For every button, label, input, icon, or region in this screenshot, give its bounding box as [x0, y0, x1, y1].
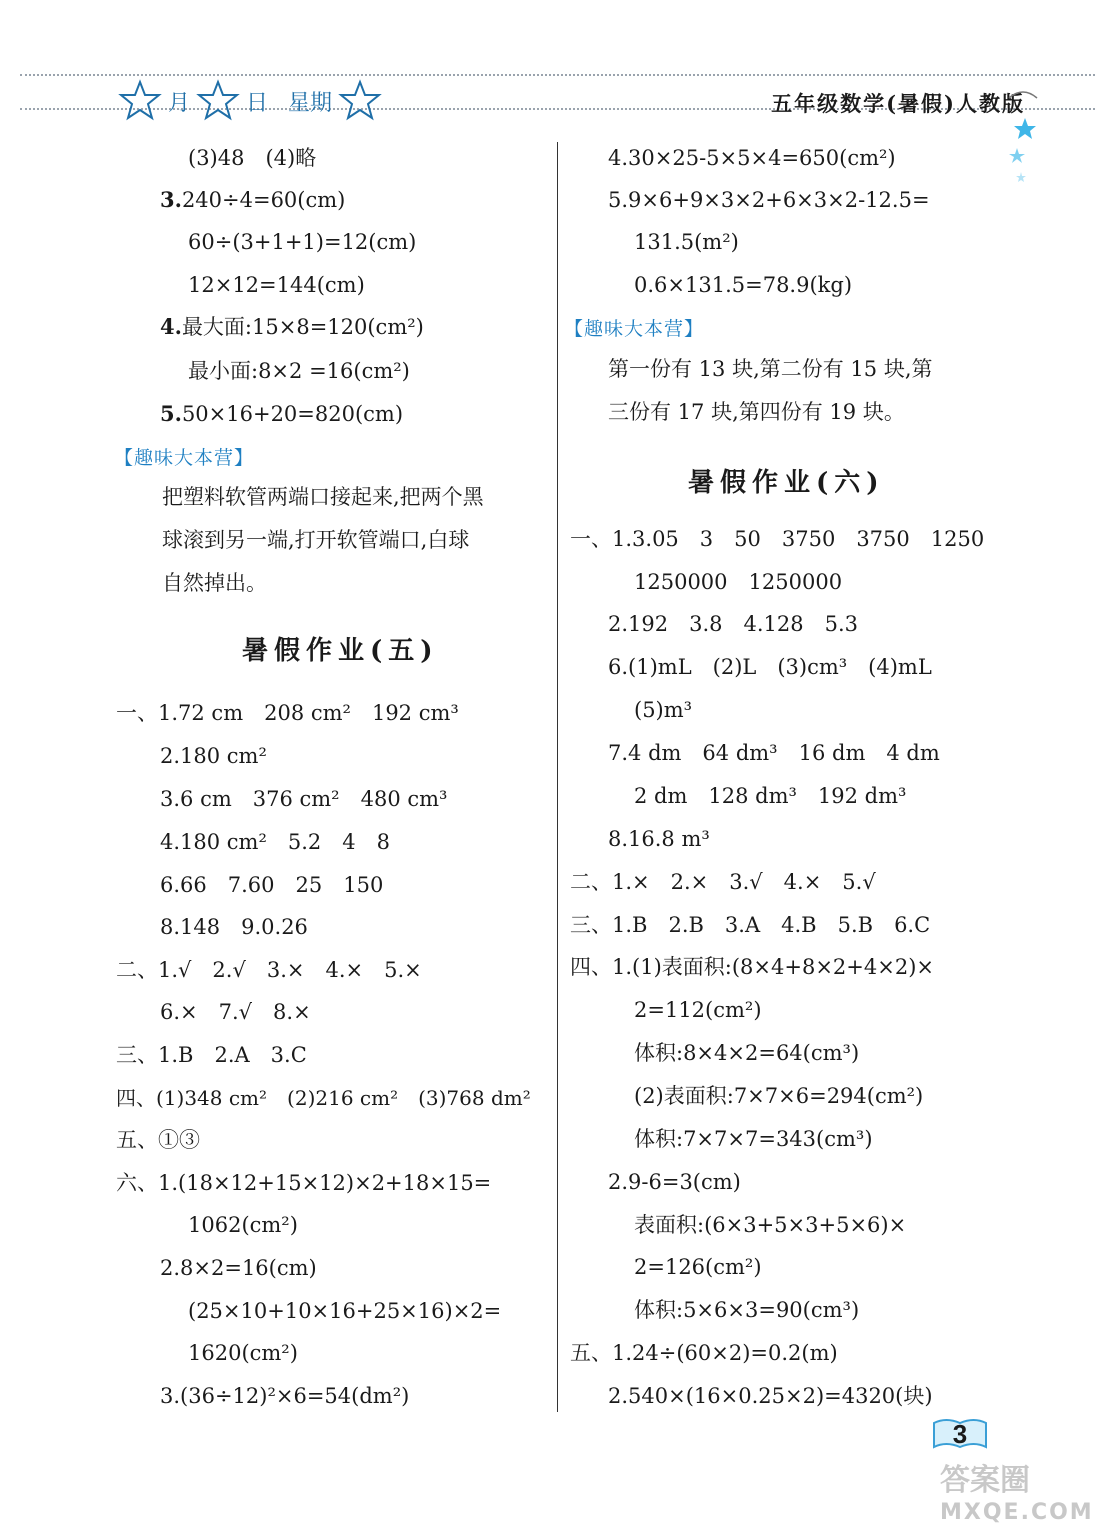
date-week-label: 星期: [288, 90, 333, 116]
answer-line: 2=126(cm²): [634, 1255, 762, 1279]
answer-line: 8.16.8 m³: [608, 827, 710, 851]
date-month-label: 月: [168, 90, 191, 116]
paragraph-line: 第一份有 13 块,第二份有 15 块,第: [608, 357, 933, 381]
answer-line: 3.6 cm 376 cm² 480 cm³: [160, 787, 448, 811]
answer-text: 240÷4=60(cm): [181, 188, 346, 212]
answer-text: 最大面:15×8=120(cm²): [181, 315, 424, 339]
answer-line: 二、1.× 2.× 3.√ 4.× 5.√: [570, 870, 876, 894]
paragraph-line: 把塑料软管两端口接起来,把两个黑: [162, 485, 484, 509]
answer-line: [160, 313, 424, 341]
answer-line: 三、1.B 2.B 3.A 4.B 5.B 6.C: [570, 913, 931, 937]
answer-line: 最小面:8×2 =16(cm²): [188, 359, 410, 383]
section-title: 暑假作业(六): [688, 468, 885, 498]
answer-line: 1062(cm²): [188, 1213, 298, 1237]
page-number-badge: [932, 1417, 988, 1451]
column-divider: [557, 142, 558, 1412]
answer-line: 12×12=144(cm): [188, 273, 365, 297]
item-number: 3.: [160, 187, 182, 212]
answer-line: 1620(cm²): [188, 1341, 298, 1365]
answer-line: 1250000 1250000: [634, 570, 843, 594]
answer-line: [160, 400, 403, 428]
answer-line: (2)表面积:7×7×6=294(cm²): [634, 1084, 924, 1108]
answer-line: 7.4 dm 64 dm³ 16 dm 4 dm: [608, 741, 940, 765]
answer-line: [160, 186, 345, 214]
answer-line: 表面积:(6×3+5×3+5×6)×: [634, 1213, 907, 1237]
answer-line: (5)m³: [634, 698, 693, 722]
item-number: 5.: [160, 401, 182, 426]
answer-line: 2.9-6=3(cm): [608, 1170, 741, 1194]
date-day-label: 日: [246, 90, 269, 116]
book-title: 五年级数学(暑假)人教版: [771, 91, 1025, 116]
answer-line: 五、①③: [116, 1128, 200, 1152]
answer-line: 三、1.B 2.A 3.C: [116, 1043, 307, 1067]
fun-camp-tag: 【趣味大本营】: [114, 447, 255, 469]
answer-line: 131.5(m²): [634, 230, 739, 254]
page-number: 3: [952, 1419, 968, 1449]
answer-line: 一、1.72 cm 208 cm² 192 cm³: [116, 701, 459, 725]
answer-line: 2.8×2=16(cm): [160, 1256, 317, 1280]
paragraph-line: 三份有 17 块,第四份有 19 块。: [608, 400, 905, 424]
paragraph-line: 自然掉出。: [162, 571, 267, 595]
answer-line: 2 dm 128 dm³ 192 dm³: [634, 784, 907, 808]
answer-line: 六、1.(18×12+15×12)×2+18×15=: [116, 1171, 492, 1195]
star-icon: [196, 79, 240, 123]
answer-line: 0.6×131.5=78.9(kg): [634, 273, 853, 297]
answer-line: 5.9×6+9×3×2+6×3×2-12.5=: [608, 188, 930, 212]
answer-text: 50×16+20=820(cm): [181, 402, 404, 426]
answer-line: 2=112(cm²): [634, 998, 762, 1022]
answer-line: 6.(1)mL (2)L (3)cm³ (4)mL: [608, 655, 932, 679]
answer-line: 2.540×(16×0.25×2)=4320(块): [608, 1384, 933, 1408]
answer-line: 五、1.24÷(60×2)=0.2(m): [570, 1341, 838, 1365]
paragraph-line: 球滚到另一端,打开软管端口,白球: [162, 528, 470, 552]
answer-line: 体积:5×6×3=90(cm³): [634, 1298, 860, 1322]
answer-line: 四、1.(1)表面积:(8×4+8×2+4×2)×: [570, 955, 934, 979]
answer-line: 一、1.3.05 3 50 3750 3750 1250: [570, 527, 985, 551]
date-fields: [118, 76, 382, 126]
answer-line: 6.66 7.60 25 150: [160, 873, 384, 897]
decorative-stars-icon: [1005, 90, 1041, 190]
fun-camp-tag: 【趣味大本营】: [564, 318, 705, 340]
watermark-url: MXQE.COM: [940, 1500, 1094, 1525]
answer-line: (3)48 (4)略: [188, 146, 317, 170]
watermark: 答案圈: [940, 1463, 1030, 1498]
item-number: 4.: [160, 314, 182, 339]
answer-line: 4.30×25-5×5×4=650(cm²): [608, 146, 896, 170]
answer-line: 二、1.√ 2.√ 3.× 4.× 5.×: [116, 958, 422, 982]
answer-line: 体积:7×7×7=343(cm³): [634, 1127, 873, 1151]
section-title: 暑假作业(五): [242, 636, 439, 666]
answer-line: 四、(1)348 cm² (2)216 cm² (3)768 dm²: [116, 1086, 531, 1110]
star-icon: [338, 79, 382, 123]
answer-line: 2.180 cm²: [160, 744, 267, 768]
answer-line: (25×10+10×16+25×16)×2=: [188, 1299, 502, 1323]
answer-line: 2.192 3.8 4.128 5.3: [608, 612, 859, 636]
star-icon: [118, 79, 162, 123]
answer-line: 3.(36÷12)²×6=54(dm²): [160, 1384, 410, 1408]
answer-line: 60÷(3+1+1)=12(cm): [188, 230, 417, 254]
answer-line: 6.× 7.√ 8.×: [160, 1000, 311, 1024]
answer-line: 体积:8×4×2=64(cm³): [634, 1041, 860, 1065]
answer-line: 4.180 cm² 5.2 4 8: [160, 830, 391, 854]
answer-line: 8.148 9.0.26: [160, 915, 308, 939]
